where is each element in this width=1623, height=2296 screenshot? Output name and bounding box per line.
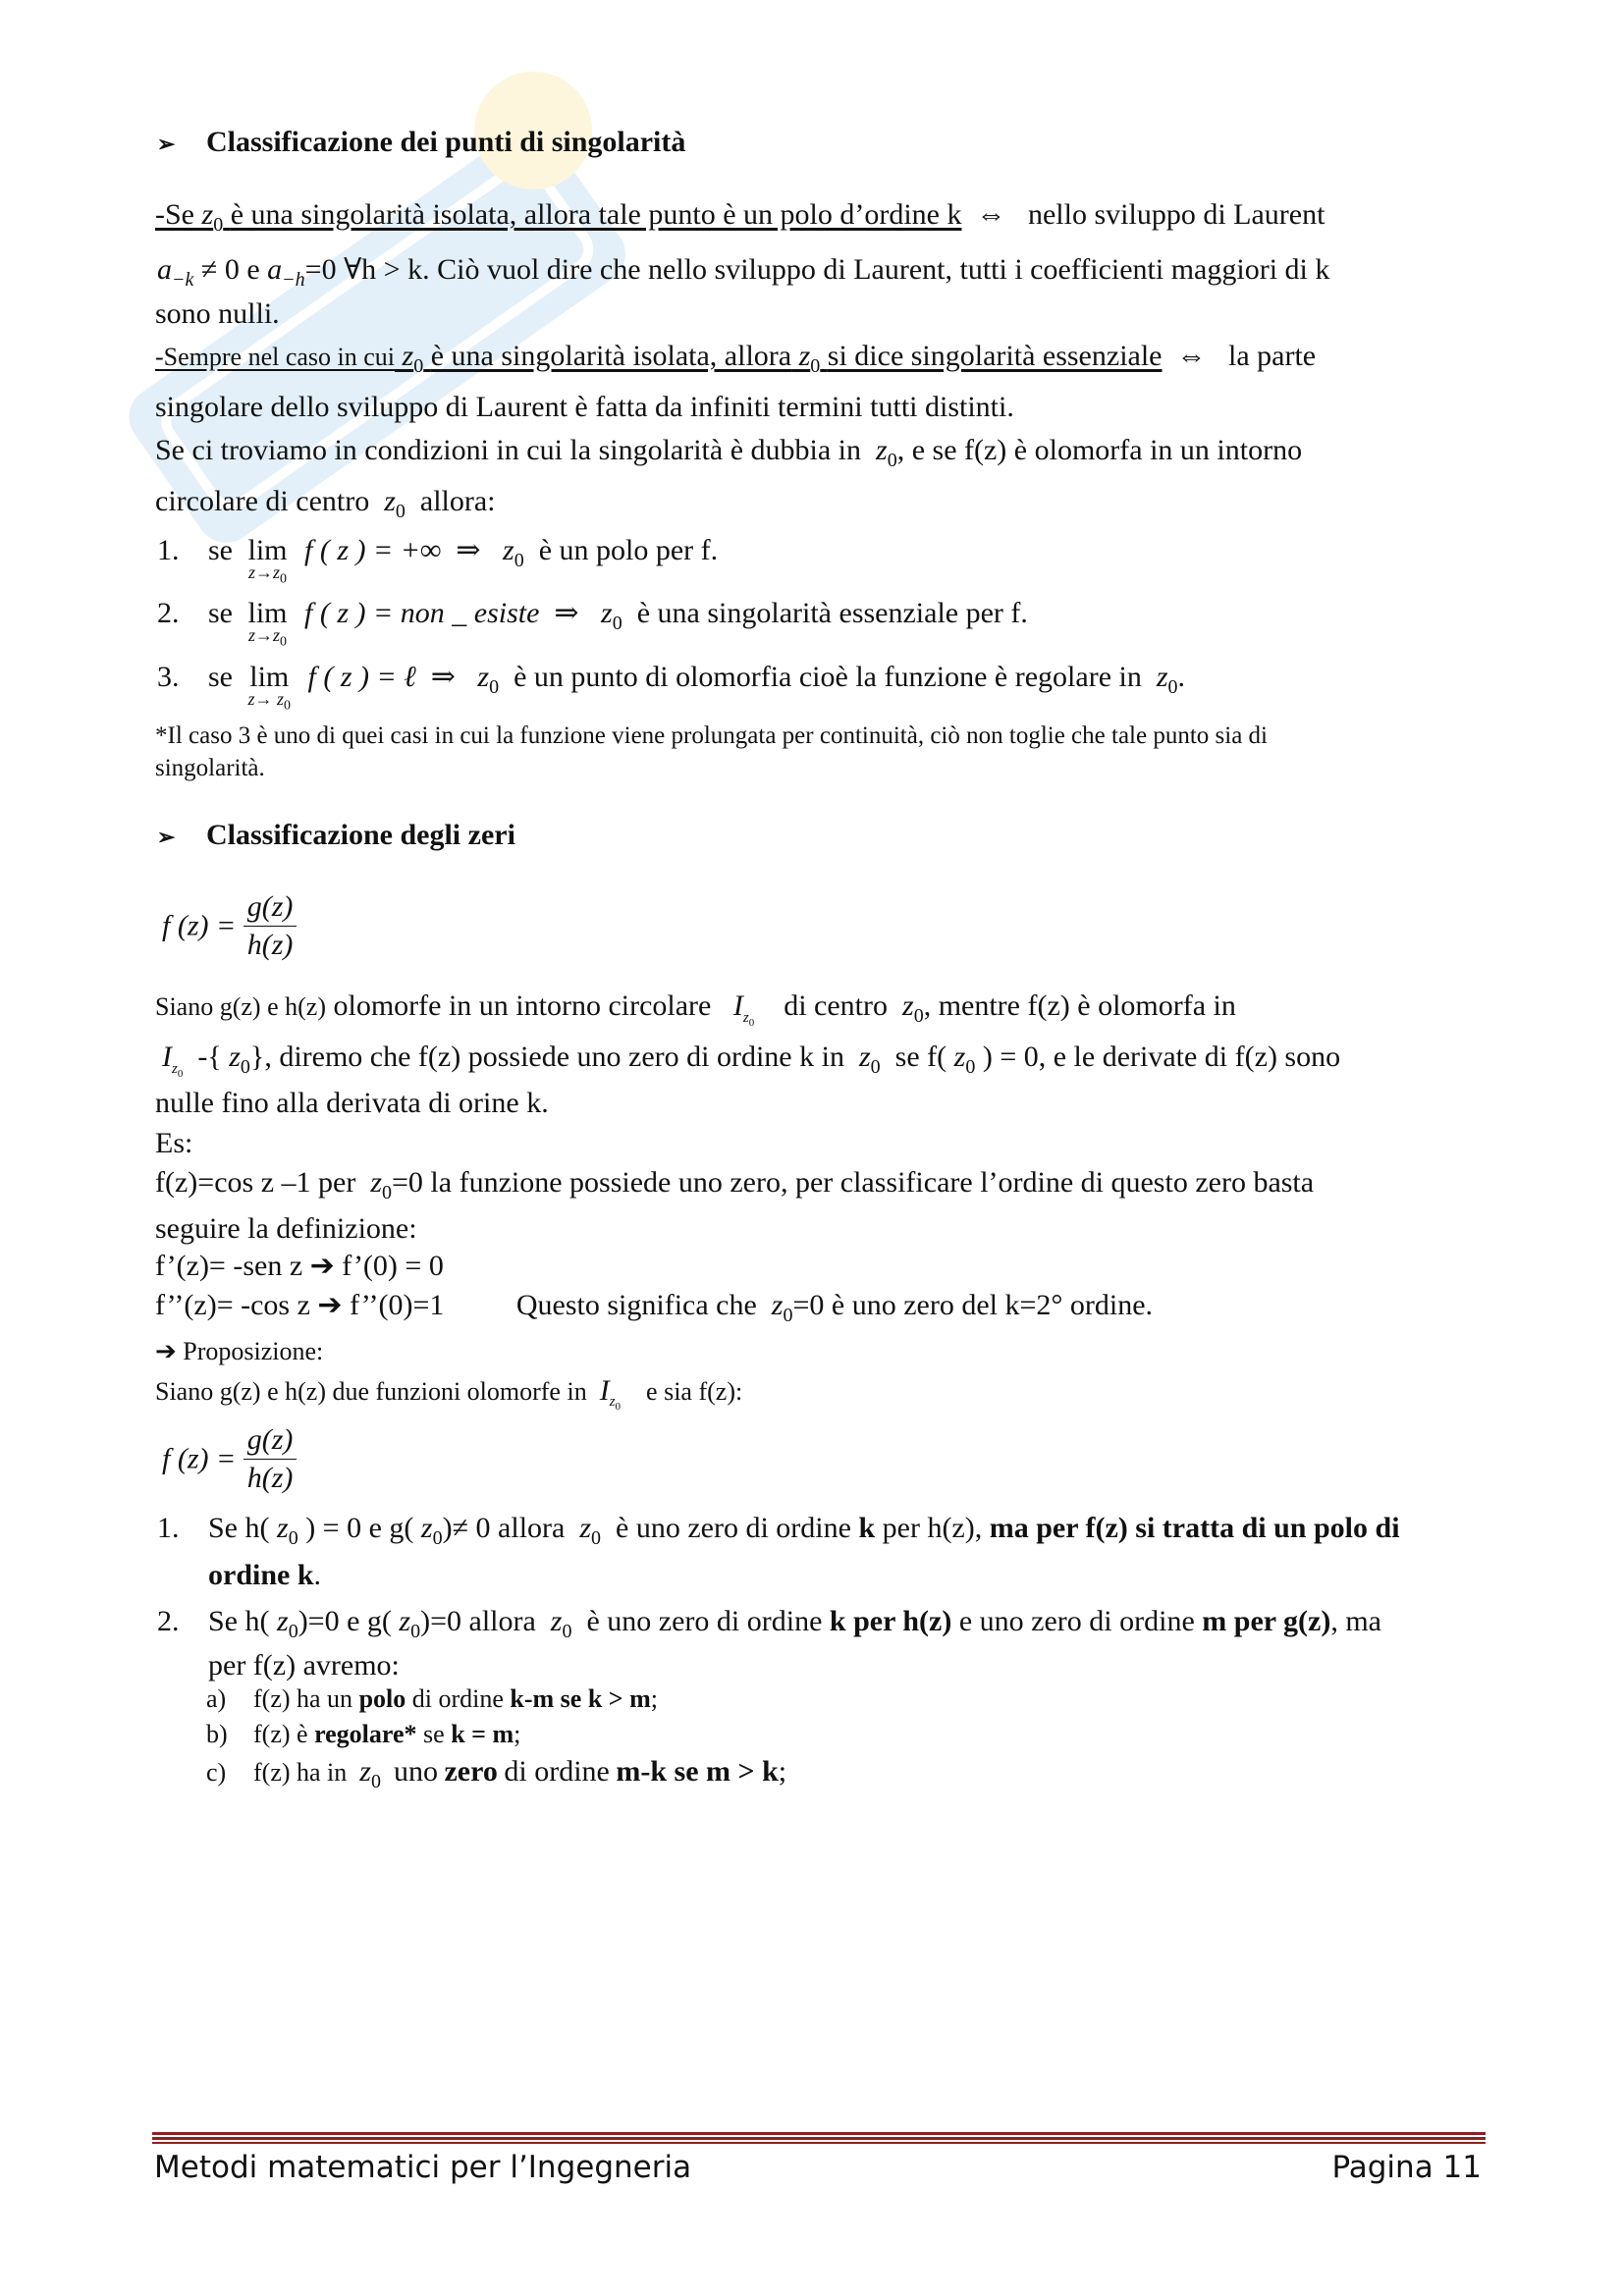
- paragraph-line: nulle fino alla derivata di orine k.: [155, 1087, 549, 1119]
- footnote-line: *Il caso 3 è uno di quei casi in cui la funzione viene prolungata per continuità, ciò non toglie che tale punto sia di: [155, 722, 1268, 749]
- right-arrow-icon: ➔: [309, 1250, 335, 1282]
- paragraph-pole-definition: -Se $z_0$ è una singolarità isolata, allora tale punto è un polo d’ordine k ⇔ nello sviluppo di Laurent: [155, 198, 1325, 236]
- paragraph-line: singolare dello sviluppo di Laurent è fatta da infiniti termini tutti distinti.: [155, 391, 1014, 423]
- right-arrow-icon: ➔: [317, 1289, 343, 1321]
- derivative-line-2: f’’(z)= -cos z ➔ f’’(0)=1 Questo significa che $z_0=0$ è uno zero del k=2° ordine.: [155, 1289, 1154, 1326]
- formula-f-equals-g-over-h: f (z) = $\frac{g(z)}{h(z)}$: [162, 888, 297, 964]
- derivative-line-1: f’(z)= -sen z ➔ f’(0) = 0: [155, 1250, 444, 1282]
- paragraph-doubtful: Se ci troviamo in condizioni in cui la singolarità è dubbia in $z_0$, e se f(z) è olomorfa in un intorno: [155, 434, 1303, 471]
- proposition-item-1: 1. Se h( $z_0$ ) = 0 e g( $z_0)\ne 0$ allora $z_0$ è uno zero di ordine k per h(z), ma per f(z) si tratta di un polo di: [157, 1512, 1400, 1549]
- proposition-item-2: 2. Se h( $z_0)=0$ e g( $z_0)=0$ allora $z_0$ è uno zero di ordine k per h(z) e uno zero di ordine m per g(z), ma: [157, 1605, 1381, 1642]
- footer-rule: [152, 2132, 1486, 2146]
- footer-title: Metodi matematici per l’Ingegneria: [154, 2150, 692, 2185]
- footnote-line: singolarità.: [155, 755, 265, 781]
- paragraph-coefficients: $a_{-k} \ne 0$ e $a_{-h}=0$ ∀h > k. Ciò vuol dire che nello sviluppo di Laurent, tutti i coefficienti maggiori di k: [157, 253, 1330, 291]
- proposition-item-1-cont: ordine k.: [208, 1559, 322, 1591]
- paragraph-line: sono nulli.: [155, 297, 280, 330]
- section-heading-singularities: ➢ Classificazione dei punti di singolarità: [157, 126, 686, 158]
- arrowhead-bullet-icon: ➢: [157, 132, 176, 156]
- paragraph-center: circolare di centro $z_0$ allora:: [155, 485, 496, 522]
- paragraph-line: seguire la definizione:: [155, 1212, 417, 1245]
- sub-item-c: c) f(z) ha in $z_0$ uno zero di ordine m-k se m > k;: [206, 1755, 787, 1792]
- list-item-limit-3: 3. se lim $z\to z_0$ f ( z ) = ℓ ⇒ $z_0$ è un punto di olomorfia cioè la funzione è regolare in $z_0$.: [157, 661, 1186, 714]
- section-heading-zeros: ➢ Classificazione degli zeri: [157, 819, 515, 851]
- proposition-label: ➔ Proposizione:: [155, 1337, 324, 1365]
- formula-f-equals-g-over-h-2: f (z) = $\frac{g(z)}{h(z)}$: [162, 1421, 297, 1497]
- sub-item-a: a) f(z) ha un polo di ordine k-m se k > m;: [206, 1684, 659, 1713]
- arrowhead-bullet-icon: ➢: [157, 825, 176, 849]
- paragraph-essential: -Sempre nel caso in cui $z_0$ è una singolarità isolata, allora $z_0$ si dice singolarità essenziale ⇔ la parte: [155, 340, 1317, 377]
- paragraph-zero-definition: Siano g(z) e h(z) olomorfe in un intorno circolare $I_{z_0}$ di centro $z_0$, mentre f(z) è olomorfa in: [155, 989, 1236, 1029]
- proposition-item-2-cont: per f(z) avremo:: [208, 1649, 400, 1682]
- list-item-limit-1: 1. se lim $z\to z_0$ f ( z ) = +∞ ⇒ $z_0$ è un polo per f.: [157, 534, 719, 587]
- right-arrow-icon: ➔: [155, 1337, 177, 1365]
- example-line-1: f(z)=cos z –1 per $z_0=0$ la funzione possiede uno zero, per classificare l’ordine di questo zero basta: [155, 1166, 1315, 1203]
- proposition-line: Siano g(z) e h(z) due funzioni olomorfe in $I_{z_0}$ e sia f(z):: [155, 1374, 743, 1414]
- list-item-limit-2: 2. se lim $z\to z_0$ f ( z ) = non _ esiste ⇒ $z_0$ è una singolarità essenziale per f.: [157, 597, 1028, 650]
- paragraph-zero-definition-2: $I_{z_0}$ -{ $z_0$}, diremo che f(z) possiede uno zero di ordine k in $z_0$ se f( $z_0$ ) = 0, e le derivate di f(z) sono: [162, 1041, 1341, 1080]
- footer-page-number: Pagina 11: [1331, 2150, 1482, 2185]
- example-label: Es:: [155, 1127, 193, 1159]
- sub-item-b: b) f(z) è regolare* se k = m;: [206, 1720, 521, 1748]
